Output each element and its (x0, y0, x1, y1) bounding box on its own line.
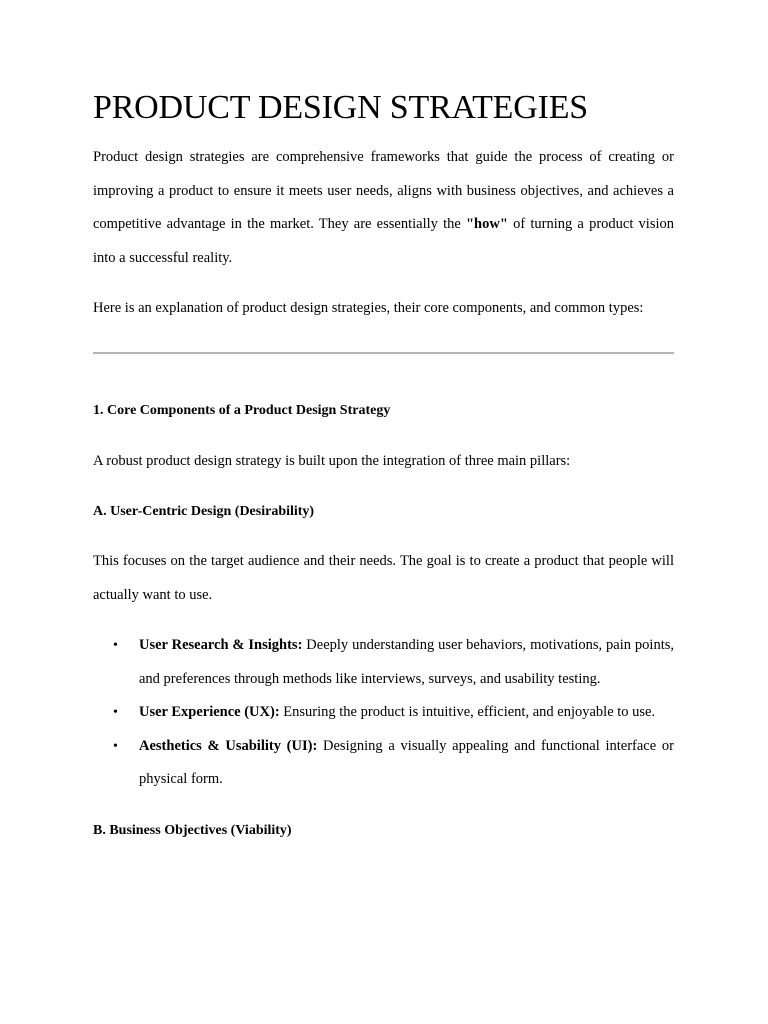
section-heading-core-components: 1. Core Components of a Product Design Strategy (93, 402, 391, 418)
list-item-text: Designing a visually appealing and functional interface or physical form. (139, 737, 674, 787)
section-lead-paragraph: A robust product design strategy is built upon the integration of three main pillars: (93, 452, 571, 469)
user-centric-description: This focuses on the target audience and their needs. The goal is to create a product that people will actually want to use. (93, 553, 674, 603)
intro-text-2: of turning a product vision into a successful reality. (93, 216, 674, 266)
intro-paragraph (93, 141, 674, 275)
page-title: PRODUCT DESIGN STRATEGIES (93, 89, 588, 126)
intro-paragraph-2: Here is an explanation of product design strategies, their core components, and common types: (93, 300, 644, 316)
list-item-label: User Research & Insights: (139, 637, 303, 653)
bullet-icon: • (113, 705, 118, 720)
bullet-icon: • (113, 638, 118, 653)
list-item-label: Aesthetics & Usability (UI): (139, 737, 318, 754)
list-item-text: Ensuring the product is intuitive, efficient, and enjoyable to use. (279, 704, 656, 720)
subheading-user-centric-design: A. User-Centric Design (Desirability) (93, 504, 315, 519)
document-page (93, 86, 674, 847)
intro-bold-how: "how" (466, 216, 508, 232)
subheading-business-objectives: B. Business Objectives (Viability) (93, 822, 292, 838)
list-item-label: User Experience (UX): (139, 704, 280, 720)
bullet-icon: • (113, 738, 118, 754)
intro-text-1: Product design strategies are comprehensive frameworks that guide the process of creating or improving a product to ensure it meets user needs, aligns with business objectives, and achieves a competitive advantage in the market. They are essentially the (93, 149, 674, 232)
user-centric-list (93, 629, 674, 797)
list-item (93, 730, 674, 797)
horizontal-divider (93, 352, 674, 354)
list-item (93, 629, 674, 696)
list-item-text: Deeply understanding user behaviors, motivations, pain points, and preferences through methods like interviews, surveys, and usability testing. (139, 637, 674, 687)
list-item (93, 696, 674, 730)
